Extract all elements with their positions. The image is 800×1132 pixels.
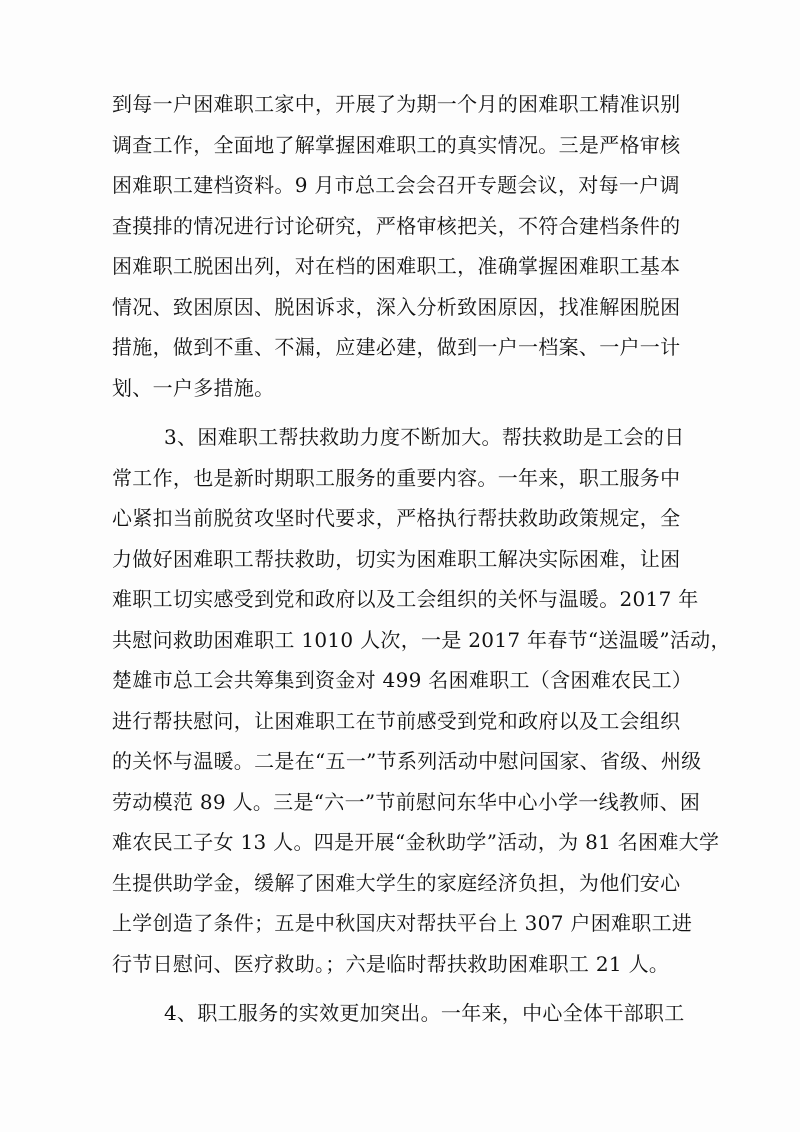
text-line: 力做好困难职工帮扶救助，切实为困难职工解决实际困难，让困 bbox=[112, 546, 681, 571]
text-line: 调查工作，全面地了解掌握困难职工的真实情况。三是严格审核 bbox=[112, 132, 681, 157]
paragraph-1 bbox=[112, 84, 702, 408]
text-line: 进行帮扶慰问，让困难职工在节前感受到党和政府以及工会组织 bbox=[112, 708, 681, 733]
text-line: 楚雄市总工会共筹集到资金对 499 名困难职工（含困难农民工） bbox=[112, 668, 693, 692]
text-line: 的关怀与温暖。二是在“五一”节系列活动中慰问国家、省级、州级 bbox=[112, 749, 702, 773]
text-line: 情况、致困原因、脱困诉求，深入分析致困原因，找准解困脱困 bbox=[112, 294, 681, 319]
text-line: 到每一户困难职工家中，开展了为期一个月的困难职工精准识别 bbox=[112, 92, 681, 116]
text-line: 难农民工子女 13 人。四是开展“金秋助学”活动，为 81 名困难大学 bbox=[112, 830, 720, 854]
text-line: 困难职工脱困出列，对在档的困难职工，准确掌握困难职工基本 bbox=[112, 254, 681, 278]
text-line: 4、职工服务的实效更加突出。一年来，中心全体干部职工 bbox=[164, 1001, 685, 1025]
paragraph-2 bbox=[112, 417, 731, 984]
text-line: 查摸排的情况进行讨论研究，严格审核把关，不符合建档条件的 bbox=[112, 213, 681, 238]
text-line: 心紧扣当前脱贫攻坚时代要求，严格执行帮扶救助政策规定，全 bbox=[112, 506, 681, 530]
text-line: 难职工切实感受到党和政府以及工会组织的关怀与温暖。2017 年 bbox=[112, 587, 699, 611]
text-line: 生提供助学金，缓解了困难大学生的家庭经济负担，为他们安心 bbox=[112, 870, 681, 895]
text-line: 常工作，也是新时期职工服务的重要内容。一年来，职工服务中 bbox=[112, 465, 681, 490]
text-line: 困难职工建档资料。9 月市总工会会召开专题会议，对每一户调 bbox=[112, 173, 680, 197]
body-text bbox=[112, 84, 731, 1034]
text-line: 措施，做到不重、不漏，应建必建，做到一户一档案、一户一计 bbox=[112, 335, 681, 359]
text-line: 划、一户多措施。 bbox=[112, 375, 275, 400]
text-line: 共慰问救助困难职工 1010 人次，一是 2017 年春节“送温暖”活动， bbox=[112, 627, 731, 652]
text-line: 3、困难职工帮扶救助力度不断加大。帮扶救助是工会的日 bbox=[164, 425, 685, 449]
paragraph-3 bbox=[112, 993, 702, 1034]
text-line: 劳动模范 89 人。三是“六一”节前慰问东华中心小学一线教师、困 bbox=[112, 789, 701, 814]
text-line: 行节日慰问、医疗救助。；六是临时帮扶救助困难职工 21 人。 bbox=[112, 951, 670, 976]
text-line: 上学创造了条件；五是中秋国庆对帮扶平台上 307 户困难职工进 bbox=[112, 911, 693, 935]
